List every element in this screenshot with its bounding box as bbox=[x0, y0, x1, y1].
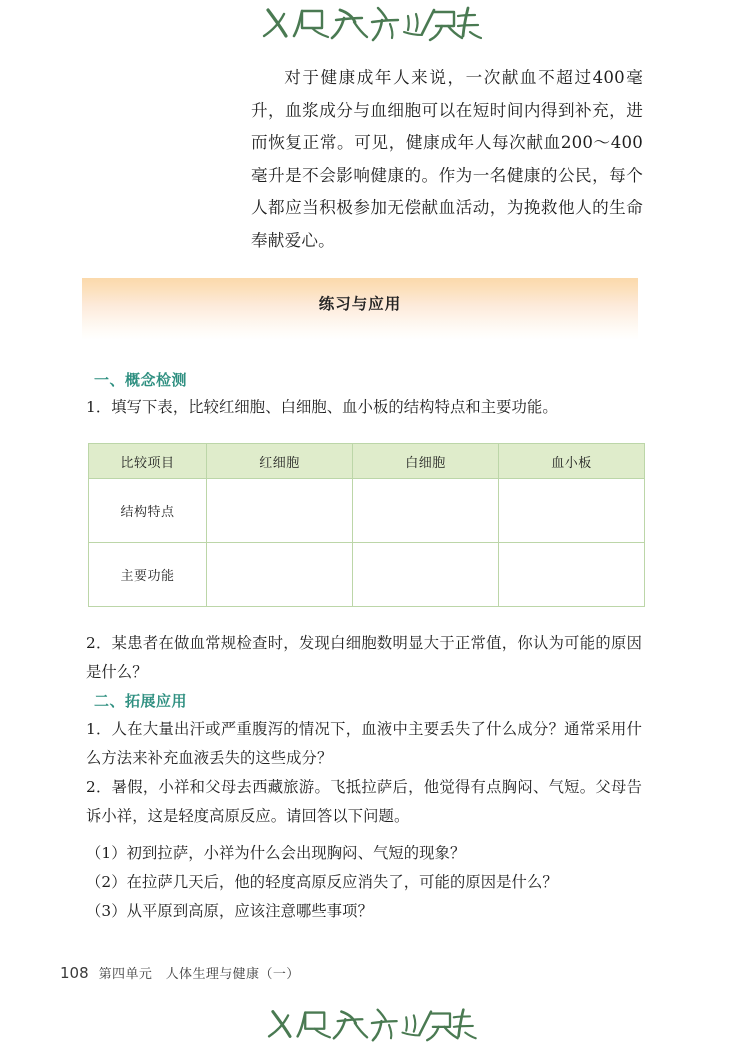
table-header-platelet: 血小板 bbox=[499, 444, 645, 479]
footer-unit-title: 第四单元 人体生理与健康（一） bbox=[98, 967, 300, 982]
row-label-structure: 结构特点 bbox=[89, 479, 207, 543]
exercise-section-banner bbox=[82, 278, 638, 340]
lead-paragraph-block bbox=[251, 62, 643, 258]
page-footer bbox=[60, 963, 300, 982]
row-label-function: 主要功能 bbox=[89, 543, 207, 607]
page-number: 108 bbox=[60, 964, 89, 982]
publisher-logo-bottom bbox=[0, 1004, 739, 1048]
table-header-red-blood-cell: 红细胞 bbox=[207, 444, 353, 479]
cell-structure-white[interactable] bbox=[353, 479, 499, 543]
calligraphy-logo-icon bbox=[258, 2, 482, 44]
cell-structure-red[interactable] bbox=[207, 479, 353, 543]
question-application-2-sub-2: （2）在拉萨几天后，他的轻度高原反应消失了，可能的原因是什么？ bbox=[86, 873, 558, 891]
cell-function-red[interactable] bbox=[207, 543, 353, 607]
table-header-row bbox=[89, 444, 645, 479]
section-heading-extended-application: 二、拓展应用 bbox=[94, 692, 188, 710]
publisher-logo-top bbox=[0, 2, 739, 48]
blood-cell-comparison-table bbox=[88, 443, 645, 607]
cell-structure-platelet[interactable] bbox=[499, 479, 645, 543]
calligraphy-logo-icon bbox=[258, 1004, 482, 1044]
question-application-2: 2．暑假，小祥和父母去西藏旅游。飞抵拉萨后，他觉得有点胸闷、气短。父母告诉小祥，这是轻度高原反应。请回答以下问题。 bbox=[86, 778, 642, 825]
question-concept-2: 2．某患者在做血常规检查时，发现白细胞数明显大于正常值，你认为可能的原因是什么？ bbox=[86, 634, 642, 681]
table-header-item: 比较项目 bbox=[89, 444, 207, 479]
question-application-2-sub-3: （3）从平原到高原，应该注意哪些事项？ bbox=[86, 902, 373, 920]
exercise-section-title: 练习与应用 bbox=[318, 295, 402, 313]
question-application-1: 1．人在大量出汗或严重腹泻的情况下，血液中主要丢失了什么成分？通常采用什么方法来补充血液丢失的这些成分？ bbox=[86, 720, 642, 767]
cell-function-platelet[interactable] bbox=[499, 543, 645, 607]
question-concept-1: 1．填写下表，比较红细胞、白细胞、血小板的结构特点和主要功能。 bbox=[86, 398, 558, 416]
section-heading-concept-check: 一、概念检测 bbox=[94, 371, 188, 389]
cell-function-white[interactable] bbox=[353, 543, 499, 607]
table-row bbox=[89, 479, 645, 543]
lead-paragraph-text: 对于健康成年人来说，一次献血不超过400毫升，血浆成分与血细胞可以在短时间内得到补充，进而恢复正常。可见，健康成年人每次献血200～400毫升是不会影响健康的。作为一名健康的公民，每个人都应当积极参加无偿献血活动，为挽救他人的生命奉献爱心。 bbox=[251, 68, 643, 250]
table-row bbox=[89, 543, 645, 607]
question-application-2-sub-1: （1）初到拉萨，小祥为什么会出现胸闷、气短的现象？ bbox=[86, 844, 466, 862]
table-header-white-blood-cell: 白细胞 bbox=[353, 444, 499, 479]
